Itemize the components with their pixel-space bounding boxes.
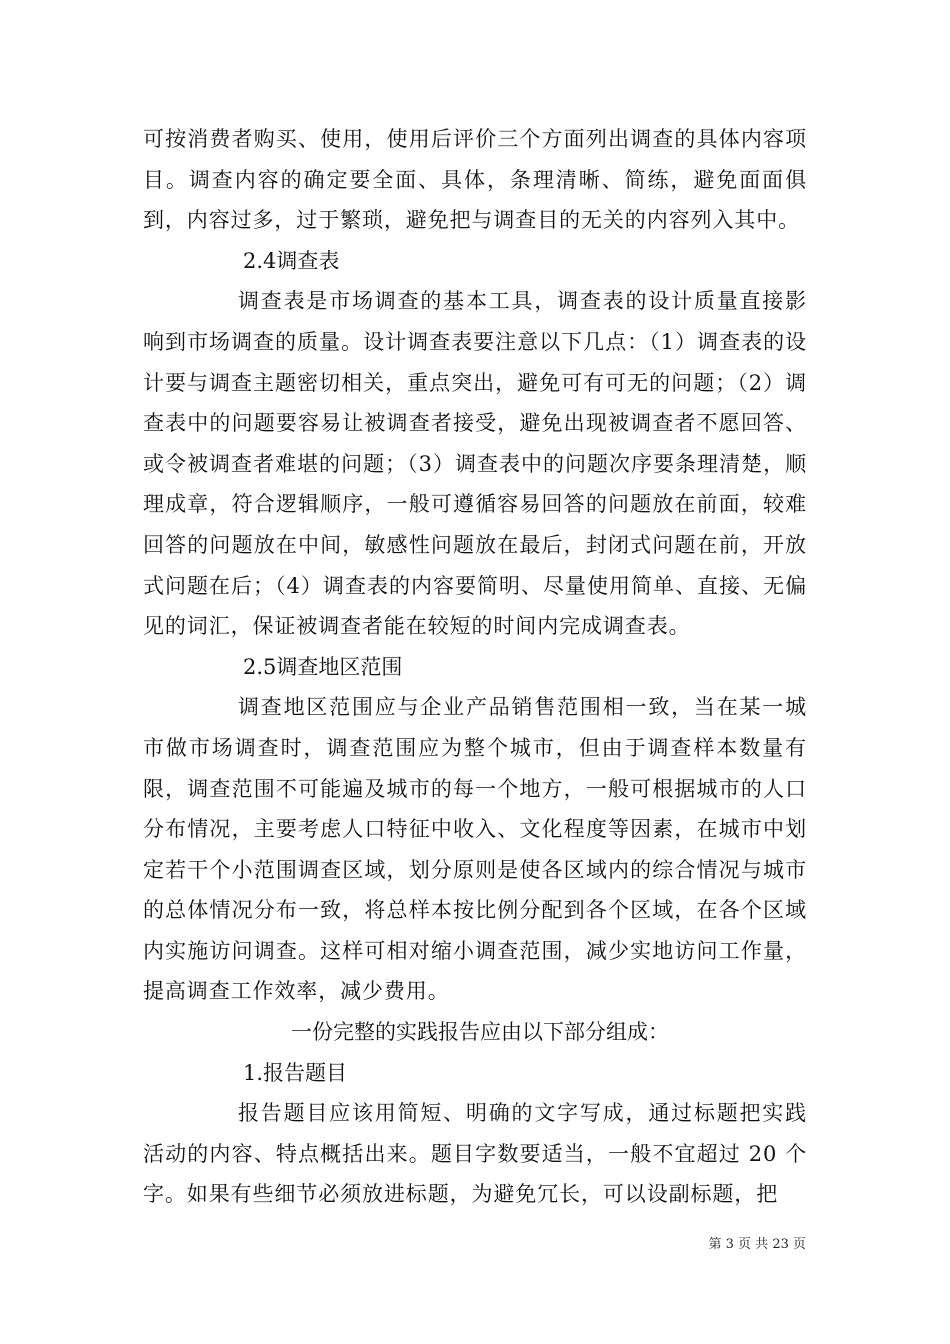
paragraph-survey-content: 可按消费者购买、使用，使用后评价三个方面列出调查的具体内容项目。调查内容的确定要全面、具体，条理清晰、简练，避免面面俱到，内容过多，过于繁琐，避免把与调查目的无关的内容列入其中。 bbox=[143, 127, 807, 233]
document-body bbox=[143, 119, 807, 1215]
section-heading-2-4: 2.4调查表 bbox=[243, 248, 340, 273]
paragraph-report-composition: 一份完整的实践报告应由以下部分组成： bbox=[291, 1020, 669, 1045]
paragraph-survey-form: 调查表是市场调查的基本工具，调查表的设计质量直接影响到市场调查的质量。设计调查表要注意以下几点：（1）调查表的设计要与调查主题密切相关，重点突出，避免可有可无的问题；（2）调查表中的问题要容易让被调查者接受，避免出现被调查者不愿回答、或令被调查者难堪的问题；（3）调查表中的问题次序要条理清楚，顺理成章，符合逻辑顺序，一般可遵循容易回答的问题放在前面，较难回答的问题放在中间，敏感性问题放在最后，封闭式问题在前，开放式问题在后；（4）调查表的内容要简明、尽量使用简单、直接、无偏见的词汇，保证被调查者能在较短的时间内完成调查表。 bbox=[143, 289, 807, 639]
section-heading-2-5: 2.5调查地区范围 bbox=[243, 654, 403, 679]
section-heading-report-title: 1.报告题目 bbox=[243, 1060, 348, 1085]
paragraph-report-title: 报告题目应该用简短、明确的文字写成，通过标题把实践活动的内容、特点概括出来。题目字数要适当，一般不宜超过 20 个字。如果有些细节必须放进标题，为避免冗长，可以设副标题，把 bbox=[143, 1101, 807, 1207]
paragraph-survey-area: 调查地区范围应与企业产品销售范围相一致，当在某一城市做市场调查时，调查范围应为整个城市，但由于调查样本数量有限，调查范围不可能遍及城市的每一个地方，一般可根据城市的人口分布情况，主要考虑人口特征中收入、文化程度等因素，在城市中划定若干个小范围调查区域，划分原则是使各区域内的综合情况与城市的总体情况分布一致，将总样本按比例分配到各个区域，在各个区域内实施访问调查。这样可相对缩小调查范围，减少实地访问工作量，提高调查工作效率，减少费用。 bbox=[143, 695, 807, 1004]
page-number-footer: 第 3 页 共 23 页 bbox=[708, 1237, 806, 1252]
